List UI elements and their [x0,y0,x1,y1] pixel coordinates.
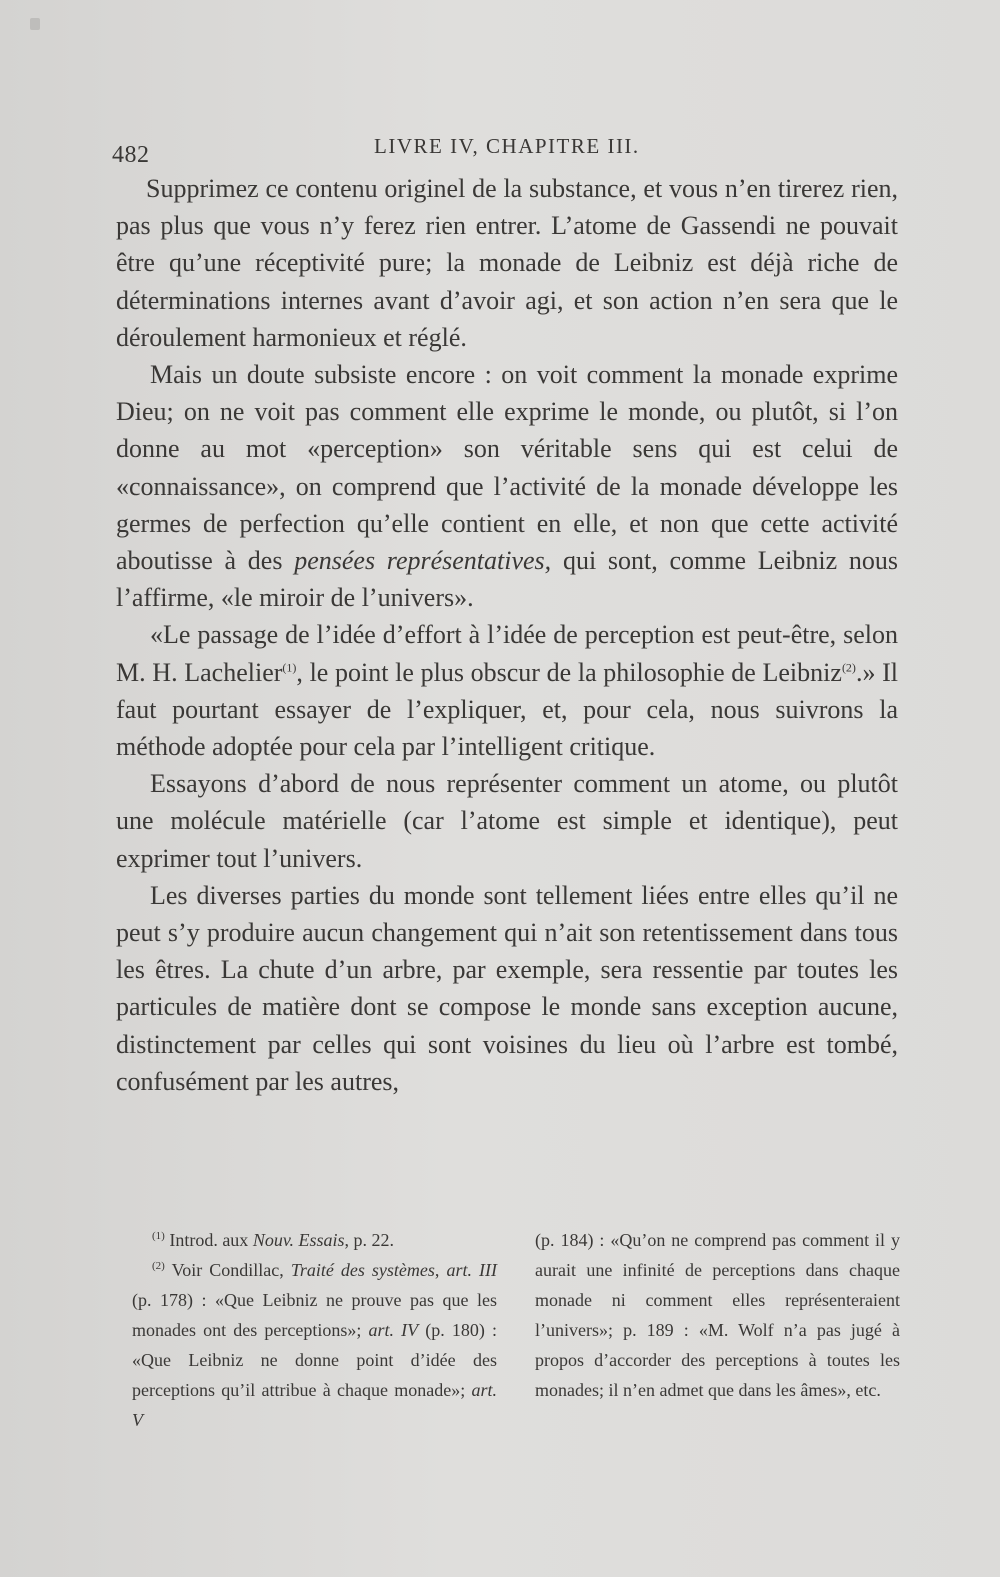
footnote-2-mark: (2) [152,1260,165,1272]
footnote-1-text-a: Introd. aux [169,1230,249,1250]
paragraph-3-text-a: «Le passage de l’idée d’effort à l’idée de perception est peut-être, selon M. H. Lachelier [116,620,898,687]
paragraph-2-text-b: qui sont, comme Leibniz nous l’affirme, «le miroir de l’univers». [116,546,899,613]
paragraph-5: Les diverses parties du monde sont tellement liées entre elles qu’il ne peut s’y produire aucun changement qui n’ait son retentissement dans tous les êtres. La chute d’un arbre, par exemple, sera ressentie par toutes les particules de matière dont se compose le monde sans exception aucune, distinctement par celles qui sont voisines du lieu où l’arbre est tombé, confusément par les autres, [116,880,898,1096]
footnote-column-right [535,1225,900,1435]
footnote-2-emphasis-3: art. IV [368,1320,419,1340]
footnote-2 [132,1255,497,1435]
footnote-ref-1: (1) [282,659,297,674]
footnote-2-continued: (p. 184) : «Qu’on ne comprend pas comment il y aurait une infinité de perceptions dans chaque monade ni comment elles représenteraient l’univers»; p. 189 : «M. Wolf n’a pas jugé à propos d’accorder des perceptions à toutes les monades; il n’en admet que dans les âmes», etc. [535,1230,900,1400]
footnote-ref-2: (2) [841,659,856,674]
paragraph-3-text-b: , le point le plus obscur de la philosophie de Leibniz [296,657,842,687]
footnote-2-emphasis-4: art. V [132,1380,497,1430]
paragraph-2-emphasis: pensées représentatives, [294,546,552,576]
page-header [112,132,892,168]
footnotes [132,1225,900,1435]
footnote-2-emphasis-2: art. III [446,1260,498,1280]
ink-blot [30,18,40,30]
paragraph-2-text-a: Mais un doute subsiste encore : on voit comment la monade exprime Dieu; on ne voit pas comment elle exprime le monde, ou plutôt, si l’on donne au mot «perception» son véritable sens qui est celui de «connaissance», on comprend que l’activité de la monade développe les germes de perfection qu’elle contient en elle, et non que cette activité aboutisse à des [116,360,898,576]
footnote-1-text-b: , p. 22. [344,1230,394,1250]
footnote-1 [132,1225,497,1255]
paragraph-4: Essayons d’abord de nous représenter comment un atome, ou plutôt une molécule matérielle (car l’atome est simple et identique), peut exprimer tout l’univers. [116,769,898,873]
footnote-2-text-d: (p. 180) : «Que Leibniz ne donne point d’idée des perceptions qu’il attribue à chaque monade»; [132,1320,498,1400]
footnote-2-emphasis-1: Traité des systèmes [290,1260,435,1280]
footnote-2-text-b: , [434,1260,440,1280]
paragraph-3 [116,616,898,765]
footnote-2-text-c: (p. 178) : «Que Leibniz ne prouve pas que les monades ont des perceptions»; [132,1290,497,1340]
page-number: 482 [112,142,150,168]
footnote-2-text-a: Voir Condillac, [171,1260,284,1280]
paragraph-2 [116,356,898,616]
body-text [116,170,898,1100]
paragraph-1: Supprimez ce contenu originel de la substance, et vous n’en tirerez rien, pas plus que vous n’y ferez rien entrer. L’atome de Gassendi ne pouvait être qu’une réceptivité pure; la monade de Leibniz est déjà riche de déterminations internes avant d’avoir agi, et son action n’en sera que le déroulement harmonieux et réglé. [116,174,898,352]
footnote-1-mark: (1) [152,1230,165,1242]
running-title: LIVRE IV, CHAPITRE III. [374,134,640,158]
paragraph-3-text-c: .» Il faut pourtant essayer de l’expliquer, et, pour cela, nous suivrons la méthode adoptée pour cela par l’intelligent critique. [116,657,898,762]
footnote-column-left [132,1225,497,1435]
footnote-1-emphasis: Nouv. Essais [252,1230,345,1250]
